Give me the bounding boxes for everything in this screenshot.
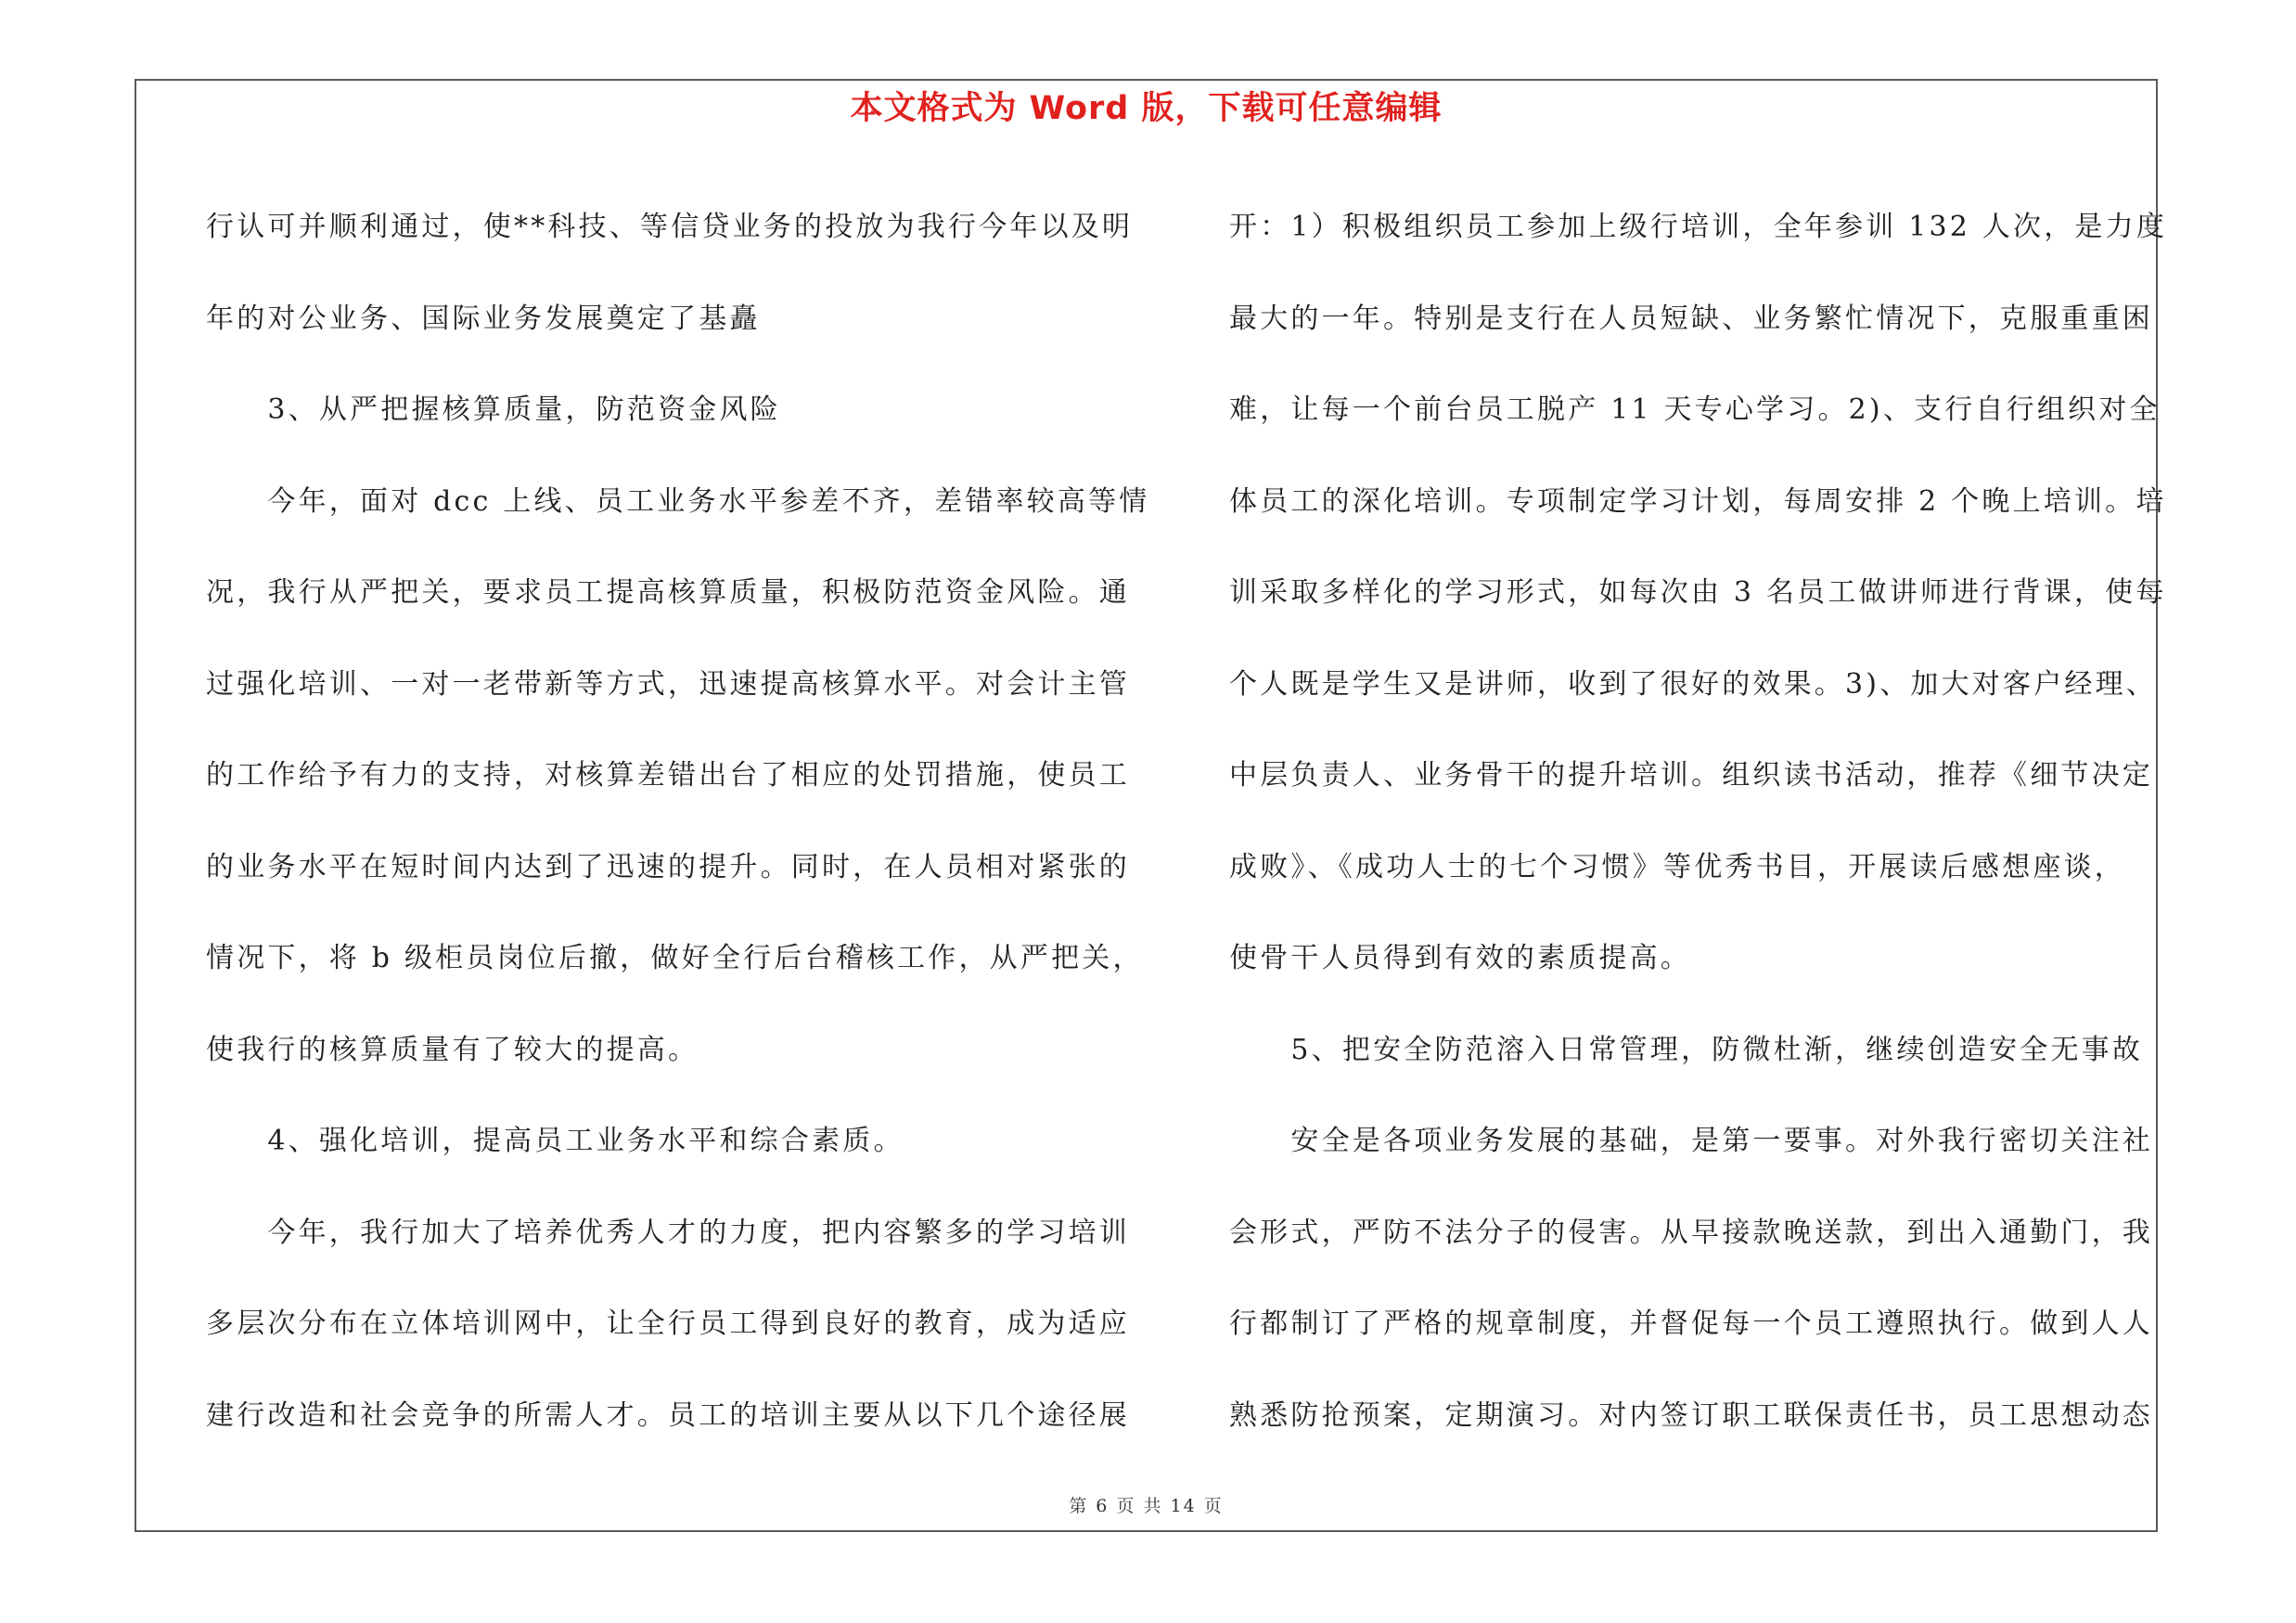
right-text-column (1229, 182, 2168, 1462)
text-line: 4、强化培训，提高员工业务水平和综合素质。 (206, 1125, 904, 1157)
text-line: 5、把安全防范溶入日常管理，防微杜渐，继续创造安全无事故 (1229, 1033, 2144, 1066)
text-line: 会形式，严防不法分子的侵害。从早接款晚送款，到出入通勤门，我 (1229, 1216, 2153, 1249)
text-line: 开：1）积极组织员工参加上级行培训，全年参训 132 人次，是力度 (1229, 211, 2168, 243)
text-line: 过强化培训、一对一老带新等方式，迅速提高核算水平。对会计主管 (206, 667, 1130, 701)
text-line: 难，让每一个前台员工脱产 11 天专心学习。2)、支行自行组织对全 (1229, 393, 2161, 426)
text-line: 多层次分布在立体培训网中，让全行员工得到良好的教育，成为适应 (206, 1307, 1130, 1340)
text-line: 个人既是学生又是讲师，收到了很好的效果。3)、加大对客户经理、 (1229, 667, 2157, 701)
text-line: 安全是各项业务发展的基础，是第一要事。对外我行密切关注社 (1229, 1125, 2153, 1157)
text-line: 建行改造和社会竞争的所需人才。员工的培训主要从以下几个途径展 (206, 1398, 1130, 1432)
text-line: 的工作给予有力的支持，对核算差错出台了相应的处罚措施，使员工 (206, 759, 1130, 792)
text-line: 今年，面对 dcc 上线、员工业务水平参差不齐，差错率较高等情 (206, 484, 1150, 518)
text-line: 况，我行从严把关，要求员工提高核算质量，积极防范资金风险。通 (206, 576, 1130, 609)
format-banner: 本文格式为 Word 版，下载可任意编辑 (850, 90, 1443, 127)
text-line: 最大的一年。特别是支行在人员短缺、业务繁忙情况下，克服重重困 (1229, 302, 2153, 335)
text-line: 训采取多样化的学习形式，如每次由 3 名员工做讲师进行背课，使每 (1229, 576, 2167, 609)
text-line: 体员工的深化培训。专项制定学习计划，每周安排 2 个晚上培训。培 (1229, 484, 2167, 518)
text-line: 3、从严把握核算质量，防范资金风险 (206, 393, 781, 426)
page-number: 第 6 页 共 14 页 (1069, 1496, 1224, 1516)
text-line: 年的对公业务、国际业务发展奠定了基矗 (206, 302, 761, 335)
text-line: 成败》、《成功人士的七个习惯》等优秀书目，开展读后感想座谈， (1229, 850, 2125, 883)
text-line: 使我行的核算质量有了较大的提高。 (206, 1033, 699, 1066)
text-line: 今年，我行加大了培养优秀人才的力度，把内容繁多的学习培训 (206, 1216, 1130, 1249)
left-text-column (206, 182, 1150, 1462)
text-line: 中层负责人、业务骨干的提升培训。组织读书活动，推荐《细节决定 (1229, 759, 2153, 792)
text-line: 情况下，将 b 级柜员岗位后撤，做好全行后台稽核工作，从严把关， (206, 942, 1144, 974)
text-line: 的业务水平在短时间内达到了迅速的提升。同时，在人员相对紧张的 (206, 850, 1130, 883)
text-line: 行都制订了严格的规章制度，并督促每一个员工遵照执行。做到人人 (1229, 1307, 2153, 1340)
text-line: 熟悉防抢预案，定期演习。对内签订职工联保责任书，员工思想动态 (1229, 1398, 2153, 1432)
text-line: 使骨干人员得到有效的素质提高。 (1229, 942, 1691, 974)
text-line: 行认可并顺利通过，使**科技、等信贷业务的投放为我行今年以及明 (206, 211, 1134, 243)
